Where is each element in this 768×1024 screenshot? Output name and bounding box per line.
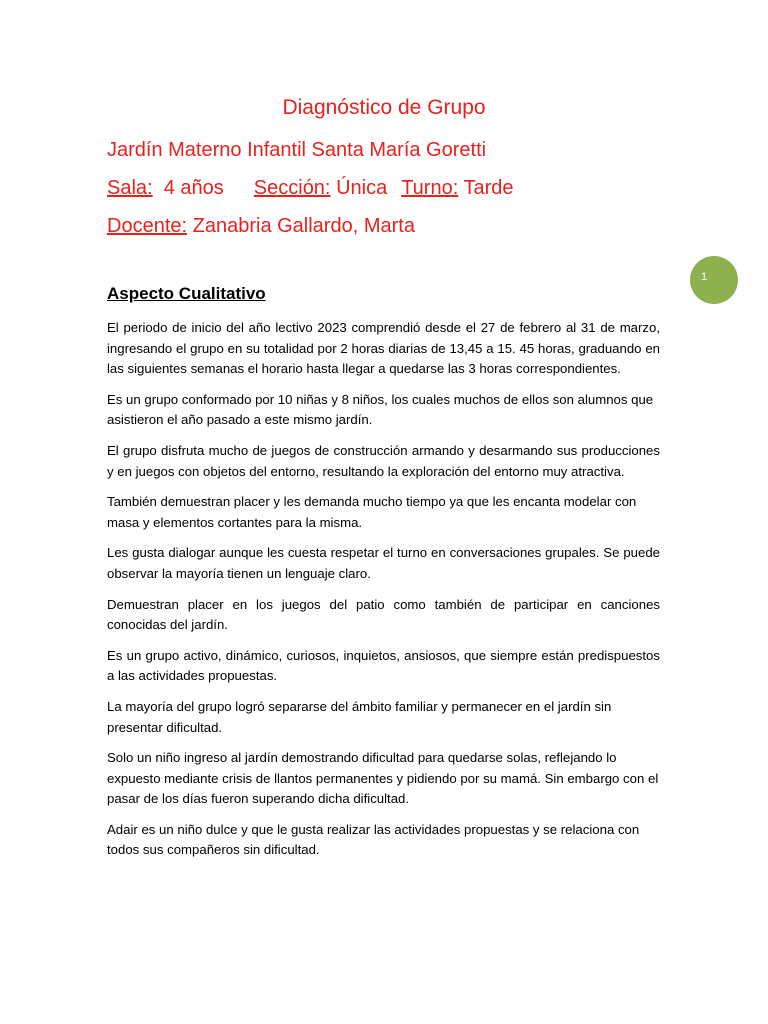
page-number: 1 (701, 271, 708, 283)
class-info-line (107, 174, 514, 202)
paragraph: Les gusta dialogar aunque les cuesta respetar el turno en conversaciones grupales. Se puede observar la mayoría tienen un lenguaje claro. (107, 545, 660, 581)
paragraph: Demuestran placer en los juegos del patio como también de participar en canciones conocidas del jardín. (107, 596, 660, 633)
sala-value: 4 años (163, 177, 224, 199)
page-number-badge (690, 256, 738, 304)
paragraph: También demuestran placer y les demanda mucho tiempo ya que les encanta modelar con masa y elementos cortantes para la misma. (107, 494, 637, 530)
paragraph: La mayoría del grupo logró separarse del ámbito familiar y permanecer en el jardín sin presentar dificultad. (107, 698, 612, 735)
docente-label: Docente: (107, 215, 188, 237)
teacher-line (107, 212, 415, 240)
seccion-label: Sección: (253, 177, 331, 199)
turno-value: Tarde (463, 177, 514, 199)
paragraph: El periodo de inicio del año lectivo 2023 comprendió desde el 27 de febrero al 31 de marzo, ingresando el grupo en su totalidad por 2 horas diarias de 13,45 a 15. 45 horas, graduando en las siguientes semanas el horario hasta llegar a quedarse las 3 horas correspondientes. (107, 320, 660, 377)
document-title: Diagnóstico de Grupo (282, 96, 486, 119)
section-heading: Aspecto Cualitativo (107, 284, 266, 303)
paragraph: Es un grupo conformado por 10 niñas y 8 niños, los cuales muchos de ellos son alumnos que asistieron el año pasado a este mismo jardín. (107, 391, 654, 428)
paragraph: Adair es un niño dulce y que le gusta realizar las actividades propuestas y se relaciona con todos sus compañeros sin dificultad. (107, 821, 640, 858)
paragraph: Es un grupo activo, dinámico, curiosos, inquietos, ansiosos, que siempre están predispuestos a las actividades propuestas. (107, 647, 660, 684)
paragraph: El grupo disfruta mucho de juegos de construcción armando y desarmando sus producciones y en juegos con objetos del entorno, resultando la exploración del entorno muy atractiva. (107, 442, 660, 479)
paragraph: Solo un niño ingreso al jardín demostrando dificultad para quedarse solas, reflejando lo expuesto mediante crisis de llantos permanentes y pidiendo por su mamá. Sin embargo con el pasar de los días fueron superando dicha dificultad. (107, 750, 659, 807)
seccion-value: Única (336, 177, 388, 199)
turno-label: Turno: (401, 177, 459, 199)
school-name: Jardín Materno Infantil Santa María Goretti (107, 139, 487, 161)
sala-label: Sala: (107, 177, 153, 199)
docente-value: Zanabria Gallardo, Marta (192, 215, 415, 237)
document-body (107, 318, 660, 871)
